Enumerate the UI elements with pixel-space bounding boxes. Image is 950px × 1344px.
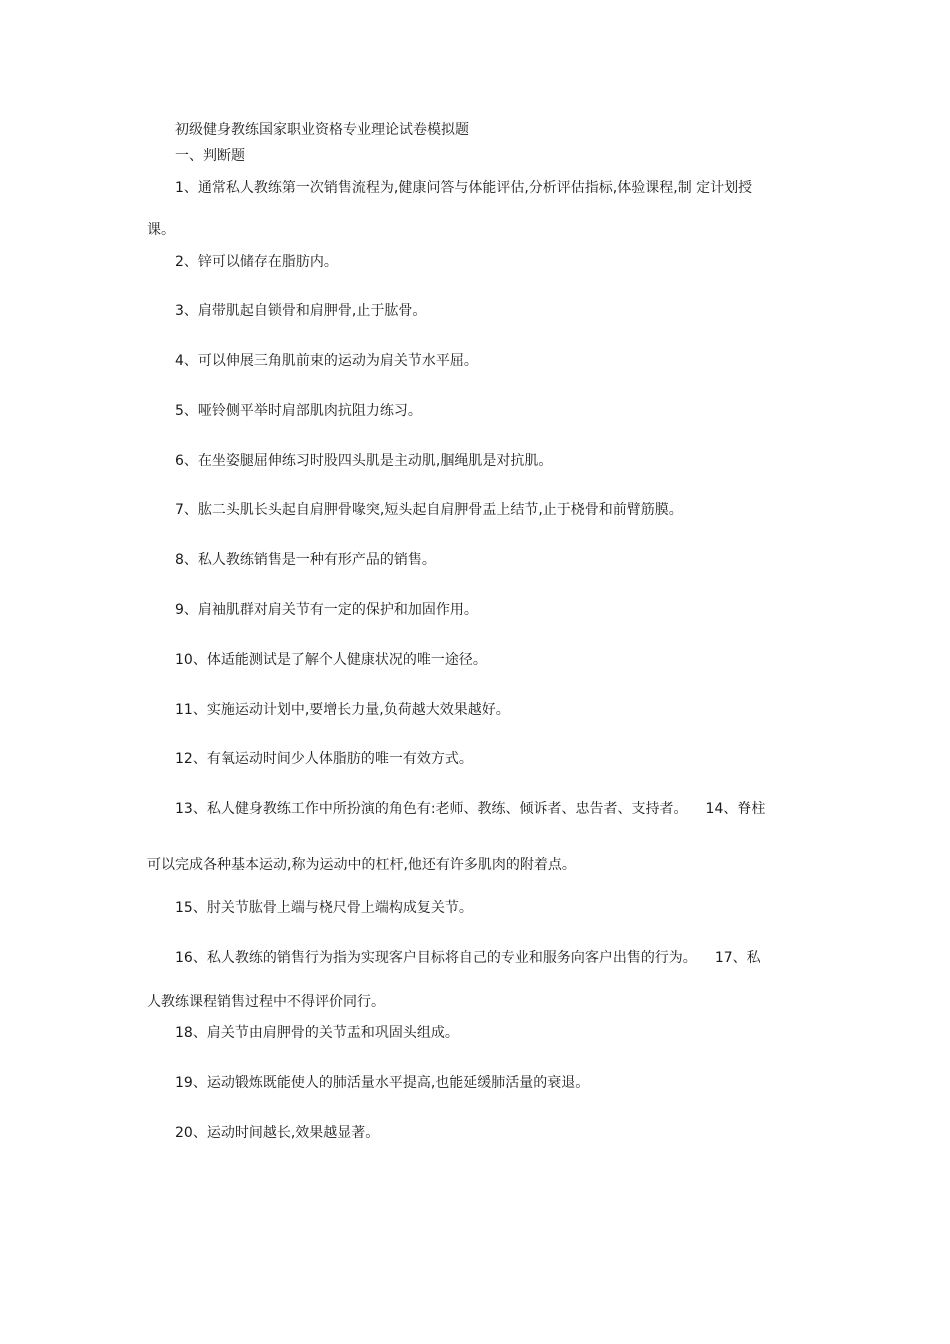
question-19: 19、运动锻炼既能使人的肺活量水平提高,也能延缓肺活量的衰退。 bbox=[175, 1075, 590, 1091]
question-4: 4、可以伸展三角肌前束的运动为肩关节水平屈。 bbox=[175, 353, 478, 369]
question-20: 20、运动时间越长,效果越显著。 bbox=[175, 1125, 380, 1141]
question-12: 12、有氧运动时间少人体脂肪的唯一有效方式。 bbox=[175, 751, 473, 767]
question-16-line bbox=[175, 948, 761, 968]
question-8: 8、私人教练销售是一种有形产品的销售。 bbox=[175, 552, 436, 568]
question-16: 16、私人教练的销售行为指为实现客户目标将自己的专业和服务向客户出售的行为。 bbox=[175, 950, 697, 966]
question-14-start: 14、脊柱 bbox=[705, 801, 766, 817]
question-6: 6、在坐姿腿屈伸练习时股四头肌是主动肌,腘绳肌是对抗肌。 bbox=[175, 453, 553, 469]
question-17-continued: 人教练课程销售过程中不得评价同行。 bbox=[147, 994, 385, 1010]
document-title: 初级健身教练国家职业资格专业理论试卷模拟题 bbox=[175, 122, 469, 138]
question-18: 18、肩关节由肩胛骨的关节盂和巩固头组成。 bbox=[175, 1025, 459, 1041]
question-13-line bbox=[175, 799, 765, 819]
question-2: 2、锌可以储存在脂肪内。 bbox=[175, 254, 338, 270]
question-5: 5、哑铃侧平举时肩部肌肉抗阻力练习。 bbox=[175, 403, 422, 419]
question-1-line-2: 课。 bbox=[147, 222, 175, 238]
section-heading: 一、判断题 bbox=[175, 148, 245, 164]
question-9: 9、肩袖肌群对肩关节有一定的保护和加固作用。 bbox=[175, 602, 478, 618]
question-7: 7、肱二头肌长头起自肩胛骨喙突,短头起自肩胛骨盂上结节,止于桡骨和前臂筋膜。 bbox=[175, 502, 683, 518]
question-1-line-1: 1、通常私人教练第一次销售流程为,健康问答与体能评估,分析评估指标,体验课程,制 定计划授 bbox=[175, 180, 753, 196]
question-14-continued: 可以完成各种基本运动,称为运动中的杠杆,他还有许多肌肉的附着点。 bbox=[147, 857, 576, 873]
question-13: 13、私人健身教练工作中所扮演的角色有:老师、教练、倾诉者、忠告者、支持者。 bbox=[175, 801, 688, 817]
question-17-start: 17、私 bbox=[714, 950, 761, 966]
question-15: 15、肘关节肱骨上端与桡尺骨上端构成复关节。 bbox=[175, 900, 473, 916]
question-10: 10、体适能测试是了解个人健康状况的唯一途径。 bbox=[175, 652, 487, 668]
question-11: 11、实施运动计划中,要增长力量,负荷越大效果越好。 bbox=[175, 702, 510, 718]
question-3: 3、肩带肌起自锁骨和肩胛骨,止于肱骨。 bbox=[175, 303, 427, 319]
